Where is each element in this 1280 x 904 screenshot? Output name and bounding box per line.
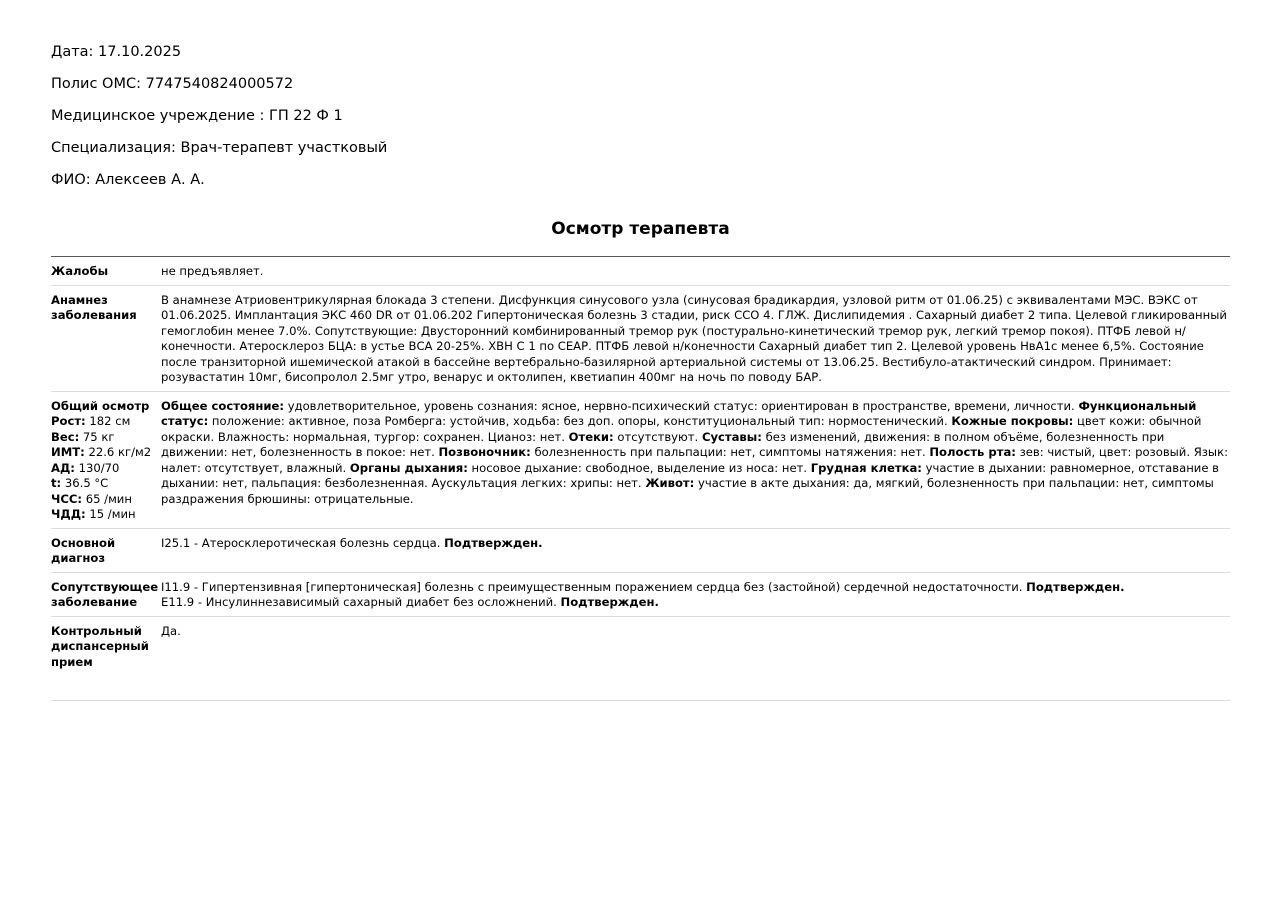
exam-section-label: Функциональный статус: [161,398,1197,428]
anamnesis-row [51,286,1230,392]
complaints-row [51,257,1230,286]
main-diagnosis-label: Основной диагноз [51,535,116,565]
specialization-value: Врач-терапевт участковый [180,140,388,156]
comorbid-value [161,580,1230,611]
anamnesis-label: Анамнез заболевания [51,292,137,322]
exam-section-text: цвет кожи: обычной окраски. Влажность: нормальная, тургор: сохранен. Цианоз: нет. [161,414,1202,444]
exam-section-text: отсутствуют. [617,429,699,444]
policy-value: 7747540824000572 [145,76,294,92]
page-title: Осмотр терапевта [551,219,730,239]
exam-section-text: участие в дыхании: равномерное, отставание в дыхании: нет, пальпация: безболезненная. Аускультация легких: хрипы: нет. [161,460,1219,490]
main-diagnosis-text: I25.1 - Атеросклеротическая болезнь сердца. [161,535,441,550]
date-value: 17.10.2025 [98,44,182,60]
exam-section-label: Общее состояние: [161,398,285,413]
exam-section-label: Позвоночник: [438,445,531,459]
complaints-value: не предъявляет. [161,264,264,278]
main-diagnosis-row [51,529,1230,573]
comorbid-item [161,595,1230,611]
institution-line [51,107,343,125]
specialization-line [51,139,387,157]
specialization-label: Специализация: [51,140,176,156]
vital-bp: АД: 130/70 [51,460,120,475]
vital-temp: t: 36.5 °С [51,476,109,490]
main-diagnosis-status: Подтвержден. [444,535,543,550]
vital-weight: Вес: 75 кг [51,429,115,444]
comorbid-item-text: E11.9 - Инсулиннезависимый сахарный диабет без осложнений. [161,595,557,609]
general-exam-row [51,392,1230,529]
followup-row [51,617,1230,701]
vital-bmi: ИМТ: 22.6 кг/м2 [51,445,152,459]
exam-section-label: Органы дыхания: [349,460,468,475]
date-label: Дата: [51,44,94,60]
anamnesis-value: В анамнезе Атриовентрикулярная блокада 3 степени. Дисфункция синусового узла (синусовая брадикардия, узловой ритм от 01.06.25) с эквивалентами МЭС. ВЭКС от 01.06.2025. Имплантация ЭКС 460 DR от 01.06.202 Гипертоническая болезнь 3 стадии, риск ССО 4. ГЛЖ. Дислипидемия . Сахарный диабет 2 типа. Целевой гликированный гемоглобин менее 7.0%. Сопутствующие: Двусторонний комбинированный тремор рук (постурально-кинетический тремор рук, легкий тремор покоя). ПТФБ левой н/конечности. Атеросклероз БЦА: в устье ВСА 20-25%. ХВН С 1 по СЕАР. ПТФБ левой н/конечности Сахарный диабет тип 2. Целевой уровень НвА1с менее 6,5%. Состояние после транзиторной ишемической атакой в бассейне вертебрально-базилярной артериальной системы от 13.06.25. Вестибуло-атактический синдром. Принимает: розувастатин 10мг, бисопролол 2.5мг утро, венарус и октолипен, кветиапин 400мг на ночь по поводу БАР. [161,292,1227,384]
exam-section-text: участие в акте дыхания: да, мягкий, болезненность при пальпации: нет, симптомы раздражения брюшины: отрицательные. [161,476,1214,506]
general-exam-label-cell [51,399,161,523]
name-label: ФИО: [51,172,91,188]
vital-hr: ЧСС: 65 /мин [51,491,132,506]
name-value: Алексеев А. А. [95,172,205,188]
comorbid-item-status: Подтвержден. [560,595,659,609]
general-exam-value [161,399,1230,523]
policy-line [51,75,293,93]
exam-table [51,257,1230,701]
policy-label: Полис ОМС: [51,76,141,92]
name-line [51,171,205,189]
vital-rr: ЧДД: 15 /мин [51,507,136,521]
institution-label: Медицинское учреждение : [51,108,265,124]
exam-section-text: болезненность при пальпации: нет, симптомы натяжения: нет. [534,445,926,459]
general-exam-label: Общий осмотр [51,398,150,413]
exam-section-label: Грудная клетка: [810,460,922,475]
comorbid-item-text: I11.9 - Гипертензивная [гипертоническая] болезнь с преимущественным поражением сердца без (застойной) сердечной недостаточности. [161,579,1023,594]
vital-height: Рост: 182 см [51,414,131,428]
exam-section-label: Полость рта: [929,445,1016,459]
exam-section-label: Отеки: [568,429,614,444]
exam-section-text: носовое дыхание: свободное, выделение из носа: нет. [471,460,808,475]
exam-section-text: удовлетворительное, уровень сознания: ясное, нервно-психический статус: ориентирован в пространстве, времени, личности. [287,398,1075,413]
institution-value: ГП 22 Ф 1 [269,108,343,124]
main-diagnosis-value [161,536,1230,567]
followup-label: Контрольный диспансерный прием [51,623,149,669]
exam-section-text: положение: активное, поза Ромберга: устойчив, ходьба: без доп. опоры, конституциональный тип: нормостенический. [211,414,948,428]
exam-section-label: Живот: [645,476,695,490]
comorbid-item-status: Подтвержден. [1026,579,1125,594]
followup-value: Да. [161,623,181,638]
date-line [51,43,181,61]
complaints-label: Жалобы [51,264,109,278]
comorbid-item [161,580,1230,596]
exam-section-text: без изменений, движения: в полном объёме, болезненность при движении: нет, болезненность в покое: нет. [161,429,1165,459]
exam-section-label: Кожные покровы: [951,414,1074,428]
comorbid-label: Сопутствующее заболевание [51,579,159,609]
exam-section-text: зев: чистый, цвет: розовый. Язык: налет: отсутствует, влажный. [161,445,1228,475]
comorbid-row [51,573,1230,617]
exam-section-label: Суставы: [701,429,762,444]
